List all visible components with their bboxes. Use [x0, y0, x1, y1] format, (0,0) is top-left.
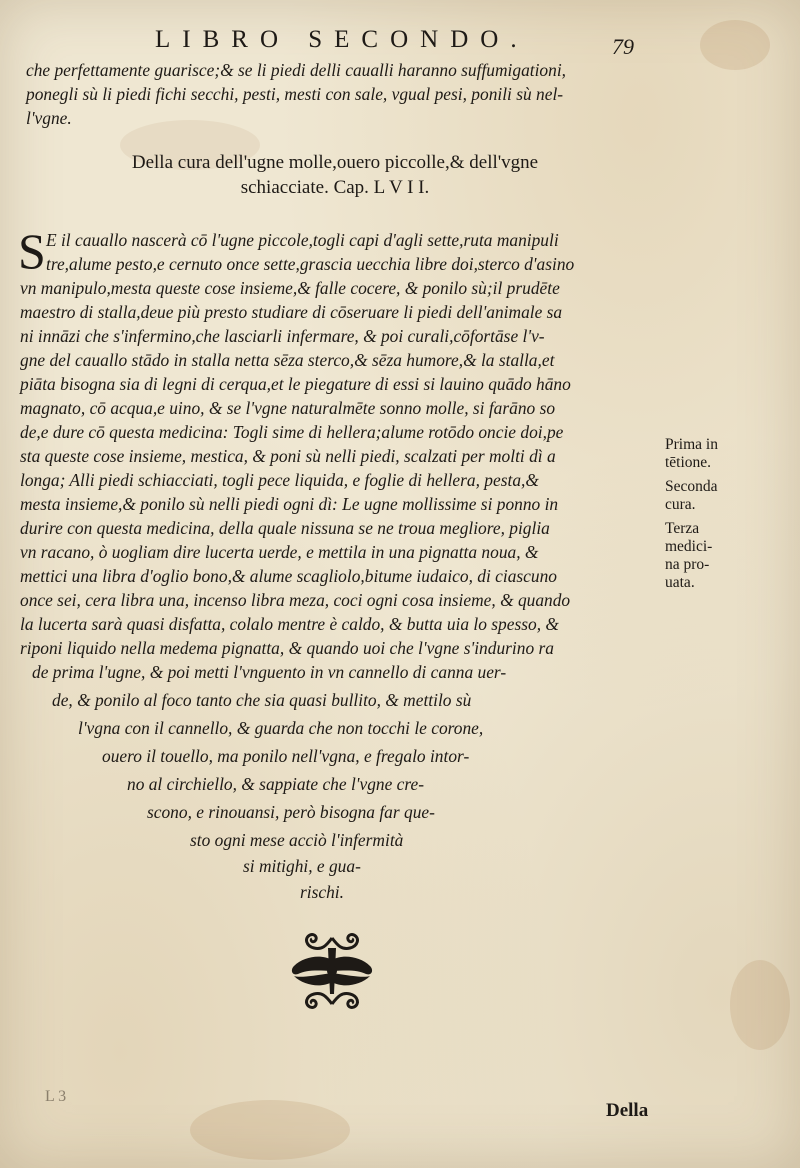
text-line: sto ogni mese acciò l'infermità	[190, 830, 404, 850]
printer-ornament-icon	[282, 930, 382, 1012]
text-line: ponegli sù li piedi fichi secchi, pesti, mesti con sale, vgual pesi, ponili sù nel-	[26, 84, 564, 104]
page-number: 79	[612, 34, 634, 59]
margin-note-line: tētione.	[665, 454, 712, 471]
margin-note-second	[665, 478, 718, 514]
margin-note-line: Seconda	[665, 478, 718, 495]
text-line: si mitighi, e gua-	[243, 856, 361, 876]
text-line: mesta insieme,& ponilo sù nelli piedi ogni dì: Le ugne mollissime si ponno in	[20, 494, 559, 514]
page-header	[0, 22, 800, 58]
margin-note-third	[665, 520, 712, 592]
text-line: tre,alume pesto,e cernuto once sette,grascia uecchia libre doi,sterco d'asino	[46, 254, 575, 274]
text-line: piāta bisogna sia di legni di cerqua,et le piegature di essi si lauino quādo hāno	[20, 374, 571, 394]
text-line: riponi liquido nella medema pignatta, & quando uoi che l'vgne s'indurino ra	[20, 638, 554, 658]
text-line: scono, e rinouansi, però bisogna far que-	[147, 802, 435, 822]
text-line: l'vgne.	[26, 108, 72, 128]
text-line: mettici una libra d'oglio bono,& alume scagliolo,bitume iudaico, di ciascuno	[20, 566, 557, 586]
margin-note-line: cura.	[665, 496, 696, 513]
text-line: l'vgna con il cannello, & guarda che non tocchi le corone,	[78, 718, 484, 738]
text-line: gne del cauallo stādo in stalla netta sēza sterco,& sēza humore,& la stalla,et	[20, 350, 555, 370]
text-line: ni innāzi che s'infermino,che lasciarli infermare, & poi curali,cōfortāse l'v-	[20, 326, 545, 346]
margin-note-line: medici-	[665, 538, 713, 555]
text-line: sta queste cose insieme, mestica, & poni sù nelli piedi, scalzati per molti dì a	[20, 446, 556, 466]
text-line: once sei, cera libra una, incenso libra meza, coci ogni cosa insieme, & quando	[20, 590, 571, 610]
text-line: vn manipulo,mesta queste cose insieme,& falle cocere, & ponilo sù;il prudēte	[20, 278, 560, 298]
margin-note-first	[665, 436, 718, 472]
text-line: la lucerta sarà quasi disfatta, colalo mentre è caldo, & butta uia lo spesso, &	[20, 614, 559, 634]
margin-note-line: na pro-	[665, 556, 710, 573]
text-line: durire con questa medicina, della quale nissuna se ne troua megliore, piglia	[20, 518, 550, 538]
chapter-heading-line: Della cura dell'ugne molle,ouero piccolle,& dell'vgne	[131, 152, 539, 173]
text-line: E il cauallo nascerà cō l'ugne piccole,togli capi d'agli sette,ruta manipuli	[46, 230, 559, 250]
text-line: rischi.	[300, 882, 344, 902]
text-line: no al circhiello, & sappiate che l'vgne cre-	[127, 774, 425, 794]
running-head: LIBRO SECONDO.	[155, 26, 529, 53]
text-line: che perfettamente guarisce;& se li piedi delli caualli haranno suffumigationi,	[26, 60, 566, 80]
text-line: vn racano, ò uogliam dire lucerta uerde, e mettila in una pignatta noua, &	[20, 542, 539, 562]
text-line: ouero il touello, ma ponilo nell'vgna, e fregalo intor-	[102, 746, 470, 766]
text-line: de, & ponilo al foco tanto che sia quasi bullito, & mettilo sù	[52, 690, 472, 710]
margin-note-line: Prima in	[665, 436, 718, 453]
text-line: longa; Alli piedi schiacciati, togli pece liquida, e foglie di hellera, pesta,&	[20, 470, 539, 490]
margin-note-line: uata.	[665, 574, 695, 591]
text-line: de,e dure cō questa medicina: Togli sime di hellera;alume rotōdo oncie doi,pe	[20, 422, 564, 442]
signature-mark: L 3	[45, 1088, 67, 1105]
text-line: magnato, cō acqua,e uino, & se l'vgne naturalmēte sonno molle, si farāno so	[20, 398, 556, 418]
margin-note-line: Terza	[665, 520, 700, 537]
text-line: de prima l'ugne, & poi metti l'vnguento in vn cannello di canna uer-	[32, 662, 507, 682]
catchword: Della	[606, 1100, 649, 1121]
text-line: maestro di stalla,deue più presto studiare di cōseruare li piedi dell'animale sa	[20, 302, 563, 322]
chapter-heading-line: schiacciate. Cap. L V I I.	[240, 177, 430, 198]
drop-cap: S	[18, 223, 46, 279]
